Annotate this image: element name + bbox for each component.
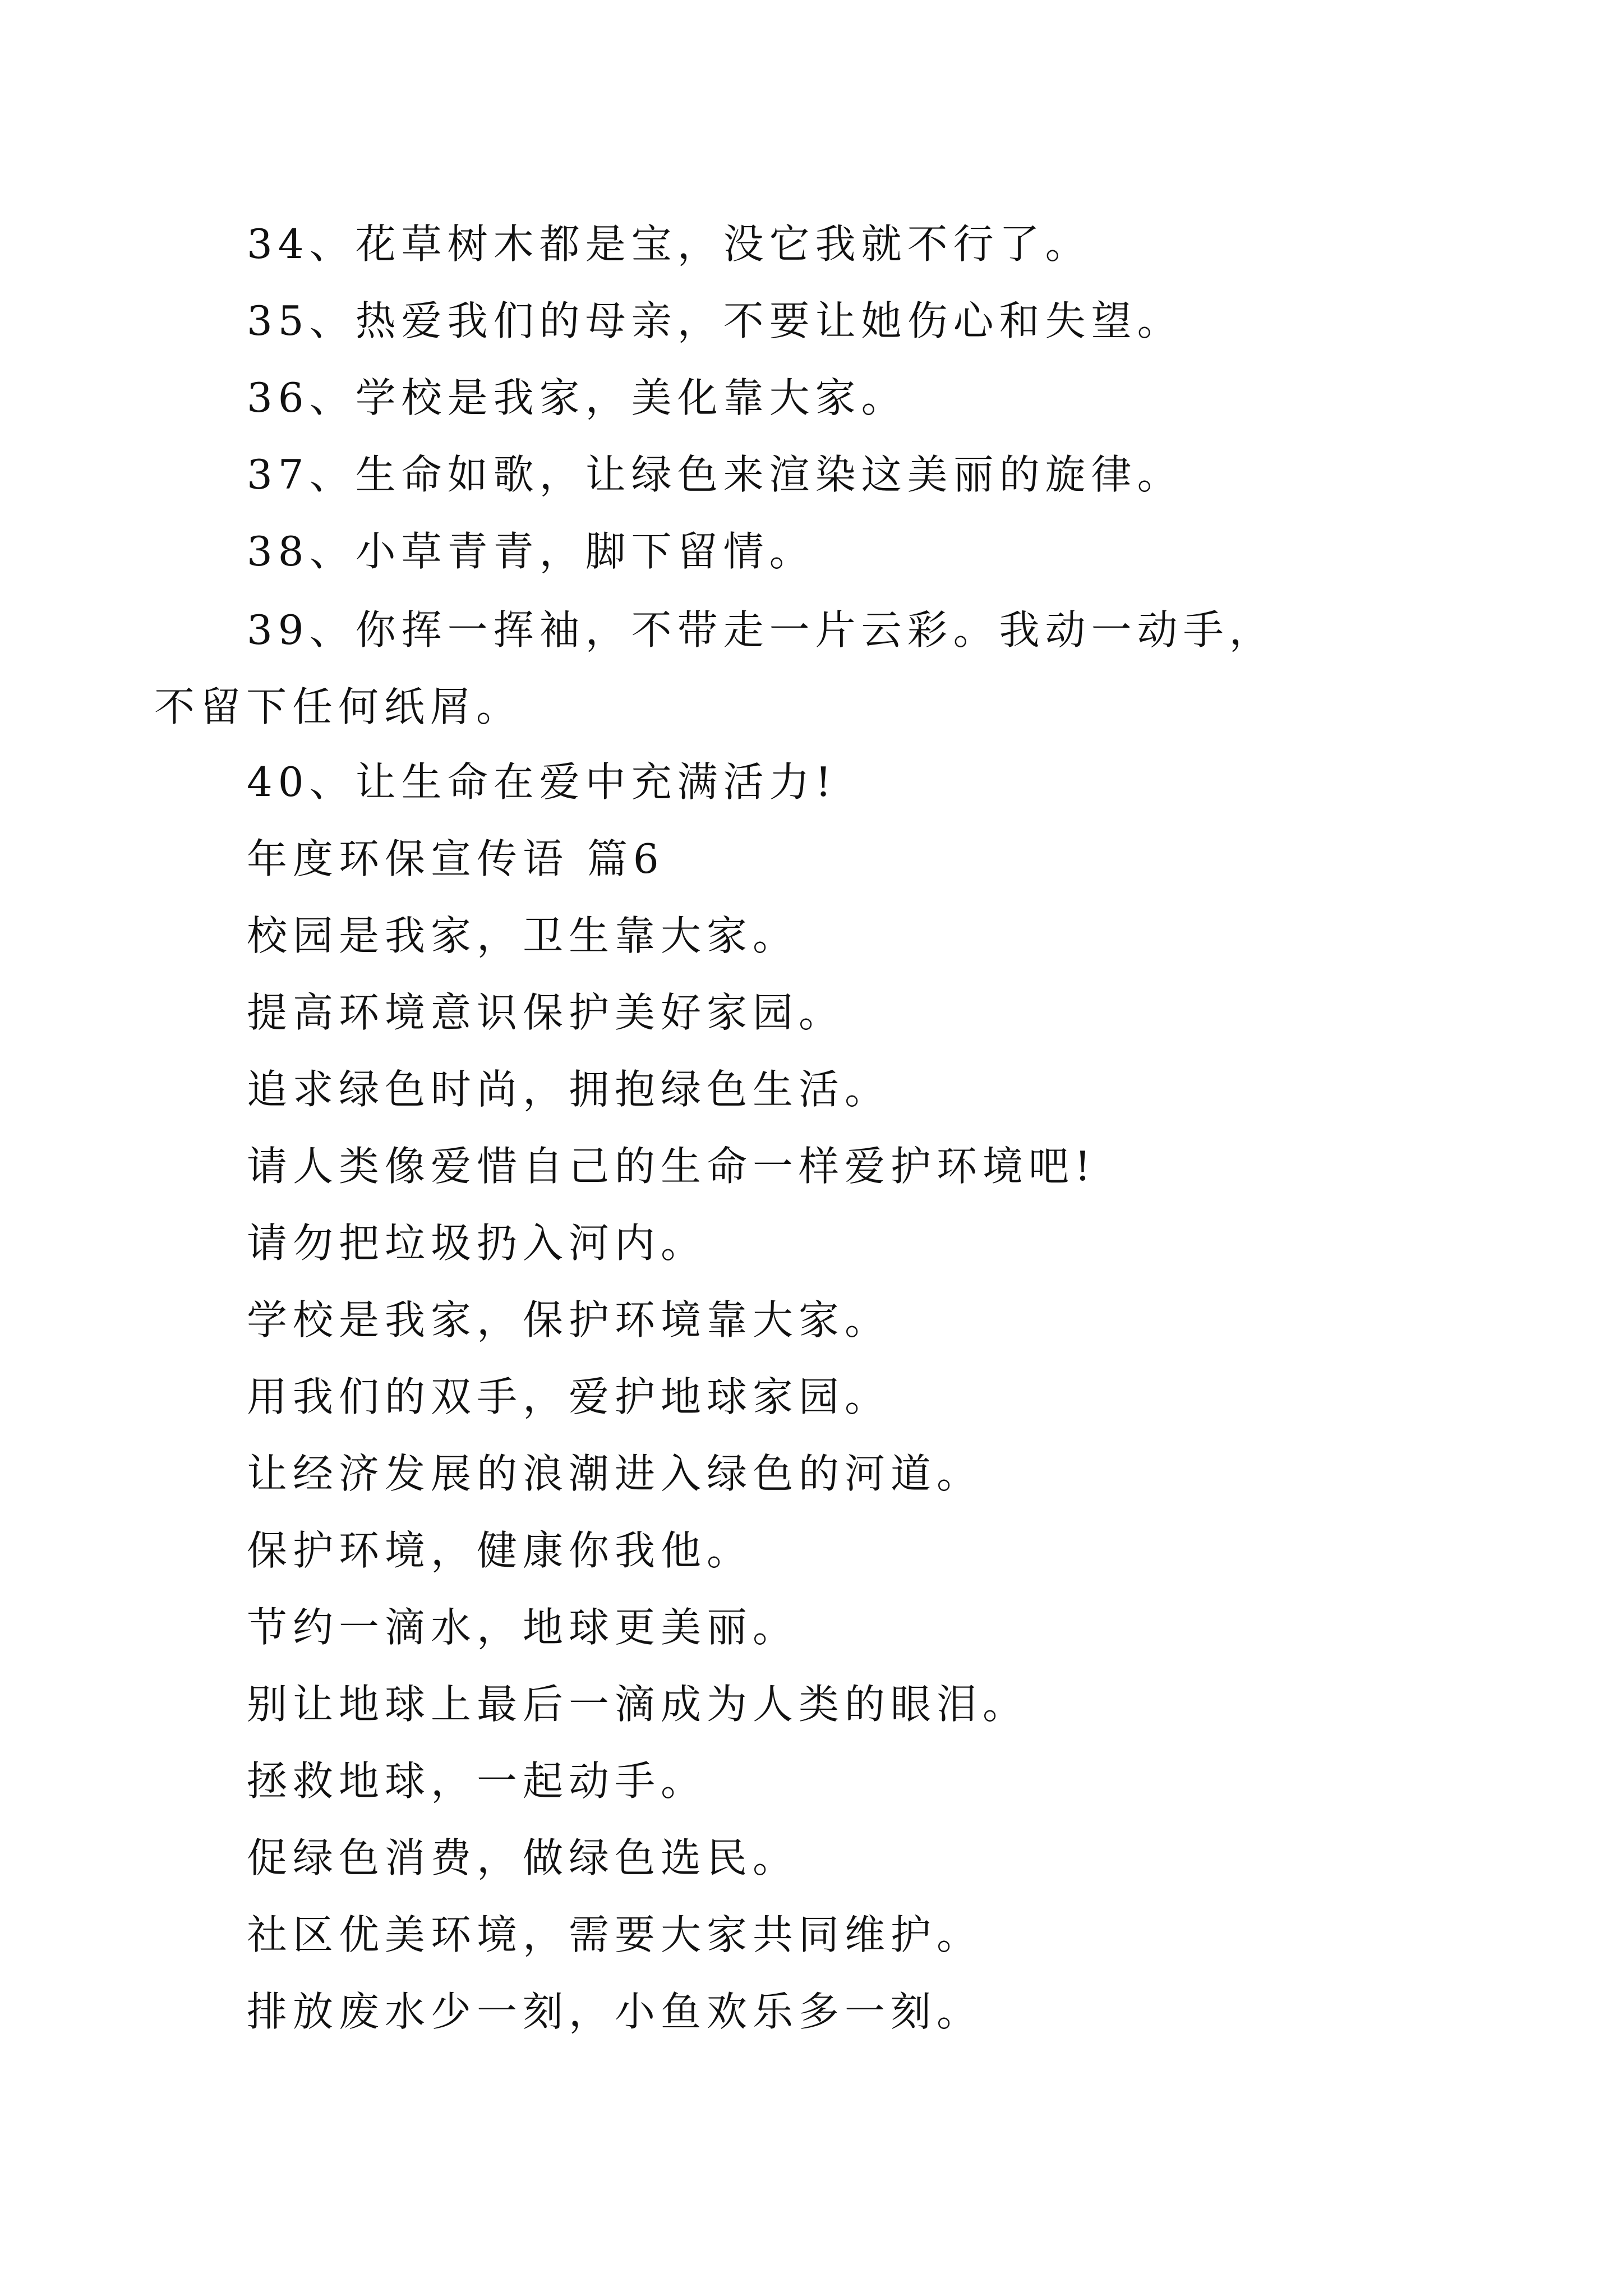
slogan-item: 用我们的双手，爱护地球家园。 bbox=[247, 1373, 891, 1420]
text-paragraph-39: 39、你挥一挥袖，不带走一片云彩。我动一动手，不留下任何纸屑。 bbox=[154, 606, 1275, 730]
text-line-34: 34、花草树木都是宝，没它我就不行了。 bbox=[247, 220, 1091, 268]
slogan-item: 提高环境意识保护美好家园。 bbox=[247, 989, 845, 1036]
text-line-37: 37、生命如歌，让绿色来渲染这美丽的旋律。 bbox=[247, 451, 1183, 498]
slogan-item: 让经济发展的浪潮进入绿色的河道。 bbox=[247, 1450, 983, 1497]
slogan-item: 排放废水少一刻，小鱼欢乐多一刻。 bbox=[247, 1988, 983, 2035]
slogan-item: 请人类像爱惜自己的生命一样爱护环境吧! bbox=[247, 1143, 1096, 1190]
slogan-item: 保护环境，健康你我他。 bbox=[247, 1527, 753, 1574]
text-line-36: 36、学校是我家，美化靠大家。 bbox=[247, 374, 907, 421]
slogan-item: 追求绿色时尚，拥抱绿色生活。 bbox=[247, 1066, 891, 1113]
section-heading: 年度环保宣传语 篇6 bbox=[247, 835, 665, 882]
slogan-item: 拯救地球，一起动手。 bbox=[247, 1757, 707, 1805]
text-line-38: 38、小草青青，脚下留情。 bbox=[247, 528, 815, 575]
slogan-item: 节约一滴水，地球更美丽。 bbox=[247, 1604, 799, 1651]
slogan-item: 学校是我家，保护环境靠大家。 bbox=[247, 1296, 891, 1343]
slogan-item: 校园是我家，卫生靠大家。 bbox=[247, 912, 799, 959]
text-line-40: 40、让生命在爱中充满活力! bbox=[247, 758, 837, 806]
slogan-item: 别让地球上最后一滴成为人类的眼泪。 bbox=[247, 1681, 1029, 1728]
text-line-35: 35、热爱我们的母亲，不要让她伤心和失望。 bbox=[247, 297, 1183, 344]
slogan-item: 促绿色消费，做绿色选民。 bbox=[247, 1834, 799, 1881]
slogan-item: 社区优美环境，需要大家共同维护。 bbox=[247, 1911, 983, 1958]
slogan-item: 请勿把垃圾扔入河内。 bbox=[247, 1220, 707, 1267]
